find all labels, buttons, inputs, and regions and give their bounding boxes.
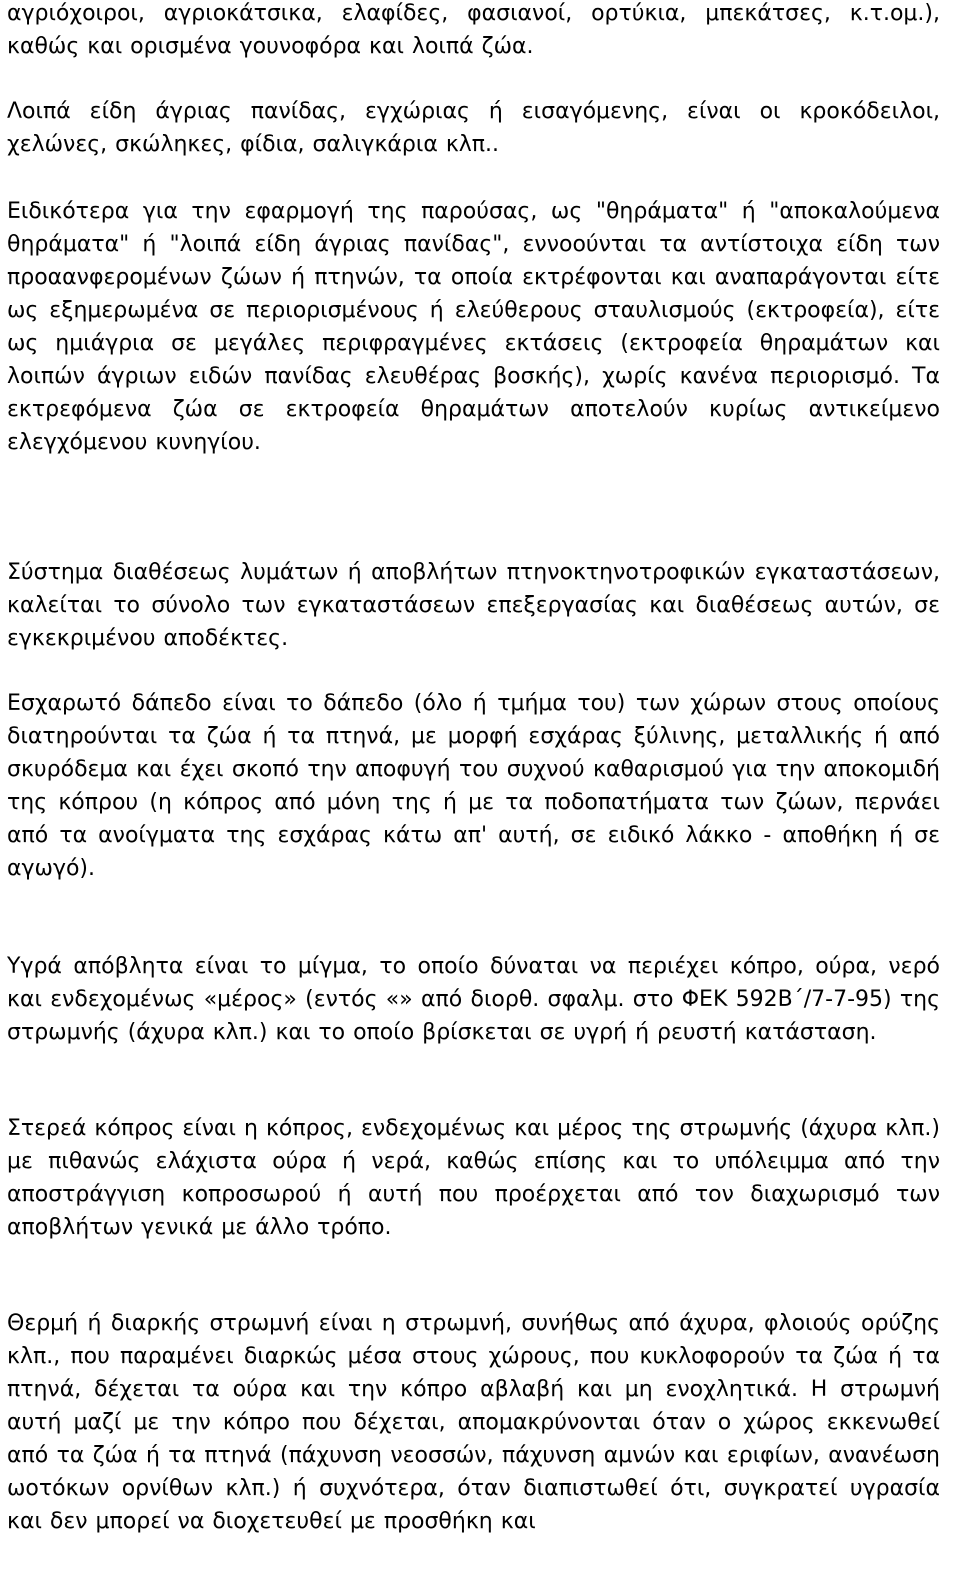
paragraph-game-animals-list-end: αγριόχοιροι, αγριοκάτσικα, ελαφίδες, φασιανοί, ορτύκια, μπεκάτσες, κ.τ.ομ.), καθώς και ορισμένα γουνοφόρα και λοιπά ζώα. [7,1,940,59]
paragraph-solid-manure: Στερεά κόπρος είναι η κόπρος, ενδεχομένως και μέρος της στρωμνής (άχυρα κλπ.) με πιθανώς ελάχιστα ούρα ή νερά, καθώς επίσης και το υπόλειμμα από την αποστράγγιση κοπροσωρού ή αυτή που προέρχεται από τον διαχωρισμό των αποβλήτων γενικά με άλλο τρόπο. [7,1116,940,1240]
paragraph-game-definition: Ειδικότερα για την εφαρμογή της παρούσας, ως "θηράματα" ή "αποκαλούμενα θηράματα" ή "λοιπά είδη άγριας πανίδας", εννοούνται τα αντίστοιχα είδη των προαανφερομένων ζώων ή πτηνών, τα οποία εκτρέφονται και αναπαράγονται είτε ως εξημερωμένα σε περιορισμένους ή ελεύθερους σταυλισμούς (εκτροφεία), είτε ως ημιάγρια σε μεγάλες περιφραγμένες εκτάσεις (εκτροφεία θηραμάτων και λοιπών άγριων ειδών πανίδας ελευθέρας βοσκής), χωρίς κανένα περιορισμό. Τα εκτρεφόμενα ζώα σε εκτροφεία θηραμάτων αποτελούν κυρίως αντικείμενο ελεγχόμενου κυνηγίου. [7,199,940,455]
paragraph-deep-litter: Θερμή ή διαρκής στρωμνή είναι η στρωμνή, συνήθως από άχυρα, φλοιούς ορύζης κλπ., που παραμένει διαρκώς μέσα στους χώρους, που κυκλοφορούν τα ζώα ή τα πτηνά, δέχεται τα ούρα και την κόπρο αβλαβή και μη ενοχλητικά. Η στρωμνή αυτή μαζί με την κόπρο που δέχεται, απομακρύνονται όταν ο χώρος εκκενωθεί από τα ζώα ή τα πτηνά (πάχυνση νεοσσών, πάχυνση αμνών και εριφίων, ανανέωση ωοτόκων ορνίθων κλπ.) ή συχνότερα, όταν διαπιστωθεί ότι, συγκρατεί υγρασία και δεν μπορεί να διοχετευθεί με προσθήκη και [7,1311,940,1534]
paragraph-waste-disposal-system: Σύστημα διαθέσεως λυμάτων ή αποβλήτων πτηνοκτηνοτροφικών εγκαταστάσεων, καλείται το σύνολο των εγκαταστάσεων επεξεργασίας και διαθέσεως αυτών, σε εγκεκριμένου αποδέκτες. [7,560,940,651]
paragraph-slatted-floor: Εσχαρωτό δάπεδο είναι το δάπεδο (όλο ή τμήμα του) των χώρων στους οποίους διατηρούνται τα ζώα ή τα πτηνά, με μορφή εσχάρας ξύλινης, μεταλλικής ή από σκυρόδεμα και έχει σκοπό την αποφυγή του συχνού καθαρισμού για την αποκομιδή της κόπρου (η κόπρος από μόνη της ή με τα ποδοπατήματα των ζώων, περνάει από τα ανοίγματα της εσχάρας κάτω απ' αυτή, σε ειδικό λάκκο - αποθήκη ή σε αγωγό). [7,691,940,881]
paragraph-liquid-waste: Υγρά απόβλητα είναι το μίγμα, το οποίο δύναται να περιέχει κόπρο, ούρα, νερό και ενδεχομένως «μέρος» (εντός «» από διορθ. σφαλμ. στο ΦΕΚ 592Β΄/7-7-95) της στρωμνής (άχυρα κλπ.) και το οποίο βρίσκεται σε υγρή ή ρευστή κατάσταση. [7,954,940,1045]
paragraph-other-wild-fauna: Λοιπά είδη άγριας πανίδας, εγχώριας ή εισαγόμενης, είναι οι κροκόδειλοι, χελώνες, σκώληκες, φίδια, σαλιγκάρια κλπ.. [7,99,940,157]
